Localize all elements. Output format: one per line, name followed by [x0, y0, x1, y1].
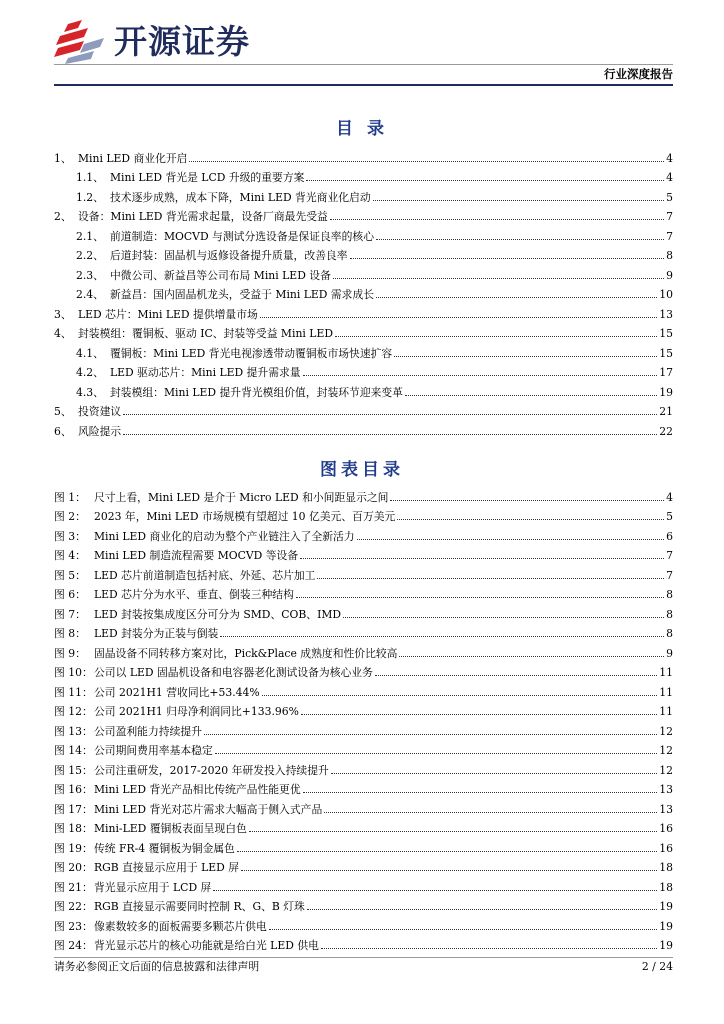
entry-title: Mini LED 制造流程需要 MOCVD 等设备 [94, 549, 299, 562]
entry-page: 19 [659, 900, 673, 913]
entry-page: 9 [666, 268, 673, 282]
entry-number: 图 21： [54, 880, 93, 894]
toc-list [54, 146, 673, 439]
figure-entry[interactable] [54, 602, 673, 622]
dot-leader [399, 656, 664, 657]
entry-page: 4 [666, 171, 673, 184]
dot-leader [317, 578, 664, 579]
entry-page: 21 [659, 405, 673, 418]
entry-title: LED 芯片前道制造包括衬底、外延、芯片加工 [94, 568, 316, 582]
entry-number: 1.2、 [76, 190, 104, 204]
dot-leader [241, 870, 657, 871]
figure-entry[interactable] [54, 856, 673, 876]
toc-entry[interactable] [54, 263, 673, 283]
entry-number: 图 16： [54, 783, 93, 796]
toc-entry[interactable] [54, 361, 673, 381]
entry-page: 7 [666, 549, 673, 562]
figure-entry[interactable] [54, 505, 673, 525]
entry-number: 图 23： [54, 919, 93, 933]
entry-title: Mini LED 商业化开启 [78, 151, 188, 165]
header-rule-top [54, 64, 673, 65]
page-header [0, 0, 724, 90]
dot-leader [262, 695, 658, 696]
entry-title: 封装模组：Mini LED 提升背光模组价值，封装环节迎来变革 [110, 385, 404, 399]
entry-title: 公司期间费用率基本稳定 [94, 744, 213, 757]
entry-number: 图 15： [54, 763, 93, 777]
figures-title: 图表目录 [320, 460, 404, 480]
entry-page: 15 [659, 327, 673, 340]
figure-entry[interactable] [54, 895, 673, 915]
figures-list [54, 485, 673, 953]
dot-leader [394, 356, 657, 357]
entry-page: 7 [666, 210, 673, 223]
entry-number: 图 2： [54, 510, 86, 523]
figure-entry[interactable] [54, 583, 673, 603]
entry-number: 2.4、 [76, 288, 104, 301]
toc-entry[interactable] [54, 322, 673, 342]
entry-number: 4.2、 [76, 366, 104, 379]
entry-number: 图 5： [54, 568, 86, 582]
toc-entry[interactable] [54, 205, 673, 225]
entry-number: 图 13： [54, 724, 93, 738]
entry-number: 2、 [54, 210, 72, 223]
dot-leader [307, 909, 657, 910]
dot-leader [269, 929, 658, 930]
dot-leader [350, 258, 665, 259]
entry-number: 图 3： [54, 529, 86, 543]
figure-entry[interactable] [54, 914, 673, 934]
entry-title: 后道封装：固晶机与返修设备提升质量，改善良率 [110, 249, 348, 262]
entry-title: 公司 2021H1 营收同比+53.44% [94, 685, 260, 699]
dot-leader [321, 948, 657, 949]
entry-number: 1.1、 [76, 171, 104, 184]
figure-entry[interactable] [54, 485, 673, 505]
entry-title: 覆铜板：Mini LED 背光电视渗透带动覆铜板市场快速扩容 [110, 346, 393, 360]
entry-number: 1、 [54, 151, 72, 165]
entry-page: 8 [666, 607, 673, 621]
entry-number: 图 1： [54, 490, 86, 504]
entry-title: Mini-LED 覆铜板表面呈现白色 [94, 822, 247, 835]
entry-number: 6、 [54, 424, 72, 438]
entry-title: 尺寸上看，Mini LED 是介于 Micro LED 和小间距显示之间 [94, 490, 389, 504]
toc-entry[interactable] [54, 419, 673, 439]
entry-page: 12 [659, 744, 673, 757]
entry-title: 封装模组：覆铜板、驱动 IC、封装等受益 Mini LED [78, 327, 333, 340]
dot-leader [301, 714, 657, 715]
entry-page: 4 [666, 151, 673, 165]
figure-entry[interactable] [54, 758, 673, 778]
entry-number: 4.1、 [76, 346, 104, 360]
figure-entry[interactable] [54, 934, 673, 954]
entry-page: 5 [666, 510, 673, 523]
entry-number: 图 9： [54, 646, 86, 660]
dot-leader [390, 500, 664, 501]
entry-title: 风险提示 [78, 424, 122, 438]
footer-rule [54, 957, 673, 958]
entry-page: 12 [659, 724, 673, 738]
entry-page: 17 [659, 366, 673, 379]
entry-page: 18 [659, 880, 673, 894]
entry-title: LED 芯片分为水平、垂直、倒装三种结构 [94, 588, 294, 601]
entry-number: 图 17： [54, 802, 93, 816]
entry-number: 图 14： [54, 744, 93, 757]
dot-leader [373, 200, 664, 201]
toc-entry[interactable] [54, 166, 673, 186]
entry-number: 图 18： [54, 822, 93, 835]
toc-entry[interactable] [54, 244, 673, 264]
entry-page: 10 [659, 288, 673, 301]
entry-page: 11 [659, 685, 673, 699]
entry-page: 8 [666, 588, 673, 601]
entry-title: 传统 FR-4 覆铜板为铜金属色 [94, 841, 235, 855]
entry-page: 19 [659, 919, 673, 933]
entry-page: 15 [659, 346, 673, 360]
dot-leader [123, 434, 657, 435]
figure-entry[interactable] [54, 700, 673, 720]
dot-leader [237, 851, 657, 852]
dot-leader [303, 792, 658, 793]
dot-leader [343, 617, 664, 618]
entry-number: 图 6： [54, 588, 86, 601]
entry-title: 2023 年，Mini LED 市场规模有望超过 10 亿美元、百万美元 [94, 510, 396, 523]
entry-page: 8 [666, 249, 673, 262]
figure-entry[interactable] [54, 778, 673, 798]
entry-page: 22 [659, 424, 673, 438]
dot-leader [303, 375, 658, 376]
figure-entry[interactable] [54, 817, 673, 837]
entry-title: 像素数较多的面板需要多颗芯片供电 [94, 919, 267, 933]
dot-leader [335, 336, 657, 337]
entry-number: 图 4： [54, 549, 86, 562]
dot-leader [333, 278, 664, 279]
entry-number: 图 11： [54, 685, 93, 699]
company-logo [54, 20, 284, 64]
toc-entry[interactable] [54, 341, 673, 361]
entry-number: 图 12： [54, 705, 93, 718]
toc-entry[interactable] [54, 302, 673, 322]
figure-entry[interactable] [54, 797, 673, 817]
entry-page: 8 [666, 627, 673, 640]
toc-entry[interactable] [54, 400, 673, 420]
dot-leader [220, 636, 664, 637]
entry-title: 公司注重研发，2017-2020 年研发投入持续提升 [94, 763, 329, 777]
entry-title: 公司以 LED 固晶机设备和电容器老化测试设备为核心业务 [94, 666, 373, 679]
figure-entry[interactable] [54, 524, 673, 544]
entry-title: 前道制造：MOCVD 与测试分选设备是保证良率的核心 [110, 229, 374, 243]
toc-entry[interactable] [54, 185, 673, 205]
dot-leader [405, 395, 657, 396]
page-number: 2 / 24 [641, 960, 673, 973]
entry-number: 4.3、 [76, 385, 104, 399]
entry-title: LED 封装按集成度区分可分为 SMD、COB、IMD [94, 607, 342, 621]
figure-entry[interactable] [54, 563, 673, 583]
dot-leader [260, 317, 657, 318]
entry-number: 2.3、 [76, 268, 104, 282]
entry-page: 16 [659, 841, 673, 855]
dot-leader [324, 812, 657, 813]
entry-title: Mini LED 背光是 LCD 升级的重要方案 [110, 171, 305, 184]
entry-number: 2.2、 [76, 249, 104, 262]
entry-title: 投资建议 [78, 405, 122, 418]
figure-entry[interactable] [54, 719, 673, 739]
entry-number: 图 22： [54, 900, 93, 913]
entry-number: 图 24： [54, 939, 93, 952]
dot-leader [397, 519, 664, 520]
dot-leader [300, 558, 664, 559]
figure-entry[interactable] [54, 641, 673, 661]
entry-title: Mini LED 背光产品相比传统产品性能更优 [94, 783, 301, 796]
dot-leader [296, 597, 664, 598]
entry-title: 中微公司、新益昌等公司布局 Mini LED 设备 [110, 268, 331, 282]
toc-title: 目 录 [336, 119, 388, 139]
dot-leader [249, 831, 657, 832]
entry-page: 6 [666, 529, 673, 543]
dot-leader [306, 180, 664, 181]
dot-leader [331, 773, 657, 774]
entry-title: 设备：Mini LED 背光需求起量，设备厂商最先受益 [78, 210, 328, 223]
entry-title: LED 封装分为正装与倒装 [94, 627, 219, 640]
entry-title: Mini LED 商业化的启动为整个产业链注入了全新活力 [94, 529, 355, 543]
entry-title: 新益昌：国内固晶机龙头，受益于 Mini LED 需求成长 [110, 288, 375, 301]
entry-title: 公司盈利能力持续提升 [94, 724, 202, 738]
report-type-label: 行业深度报告 [604, 67, 673, 81]
logo-text: 开源证券 [114, 22, 250, 61]
toc-entry[interactable] [54, 146, 673, 166]
figure-entry[interactable] [54, 739, 673, 759]
logo-mark-icon [54, 20, 110, 64]
entry-number: 5、 [54, 405, 72, 418]
entry-page: 13 [659, 783, 673, 796]
entry-title: 技术逐步成熟，成本下降，Mini LED 背光商业化启动 [110, 190, 371, 204]
footer-disclaimer: 请务必参阅正文后面的信息披露和法律声明 [54, 960, 260, 973]
entry-number: 3、 [54, 307, 72, 321]
entry-number: 图 19： [54, 841, 93, 855]
entry-page: 13 [659, 307, 673, 321]
entry-number: 4、 [54, 327, 72, 340]
figure-entry[interactable] [54, 622, 673, 642]
entry-title: RGB 直接显示需要同时控制 R、G、B 灯珠 [94, 900, 305, 913]
entry-page: 19 [659, 939, 673, 952]
entry-number: 图 10： [54, 666, 93, 679]
entry-title: 公司 2021H1 归母净利润同比+133.96% [94, 705, 299, 718]
entry-title: LED 芯片：Mini LED 提供增量市场 [78, 307, 258, 321]
entry-number: 2.1、 [76, 229, 104, 243]
dot-leader [357, 539, 664, 540]
figure-entry[interactable] [54, 875, 673, 895]
entry-title: 背光显示芯片的核心功能就是给白光 LED 供电 [94, 939, 319, 952]
entry-number: 图 20： [54, 861, 93, 874]
entry-page: 13 [659, 802, 673, 816]
entry-page: 11 [659, 666, 673, 679]
entry-page: 9 [666, 646, 673, 660]
toc-entry[interactable] [54, 283, 673, 303]
figure-entry[interactable] [54, 544, 673, 564]
dot-leader [375, 675, 657, 676]
entry-title: RGB 直接显示应用于 LED 屏 [94, 861, 240, 874]
entry-page: 7 [666, 568, 673, 582]
entry-page: 7 [666, 229, 673, 243]
entry-page: 5 [666, 190, 673, 204]
toc-entry[interactable] [54, 224, 673, 244]
entry-page: 11 [659, 705, 673, 718]
entry-number: 图 8： [54, 627, 86, 640]
entry-number: 图 7： [54, 607, 86, 621]
dot-leader [213, 890, 657, 891]
figure-entry[interactable] [54, 661, 673, 681]
entry-title: Mini LED 背光对芯片需求大幅高于侧入式产品 [94, 802, 323, 816]
entry-page: 18 [659, 861, 673, 874]
dot-leader [376, 239, 664, 240]
dot-leader [376, 297, 657, 298]
header-rule-bottom [54, 84, 673, 86]
entry-title: LED 驱动芯片：Mini LED 提升需求量 [110, 366, 301, 379]
entry-title: 固晶设备不同转移方案对比，Pick&Place 成熟度和性价比较高 [94, 646, 398, 660]
dot-leader [204, 734, 657, 735]
entry-title: 背光显示应用于 LCD 屏 [94, 880, 212, 894]
figure-entry[interactable] [54, 680, 673, 700]
figure-entry[interactable] [54, 836, 673, 856]
entry-page: 16 [659, 822, 673, 835]
entry-page: 19 [659, 385, 673, 399]
entry-page: 4 [666, 490, 673, 504]
dot-leader [189, 161, 664, 162]
dot-leader [215, 753, 657, 754]
entry-page: 12 [659, 763, 673, 777]
dot-leader [123, 414, 657, 415]
toc-entry[interactable] [54, 380, 673, 400]
dot-leader [330, 219, 664, 220]
